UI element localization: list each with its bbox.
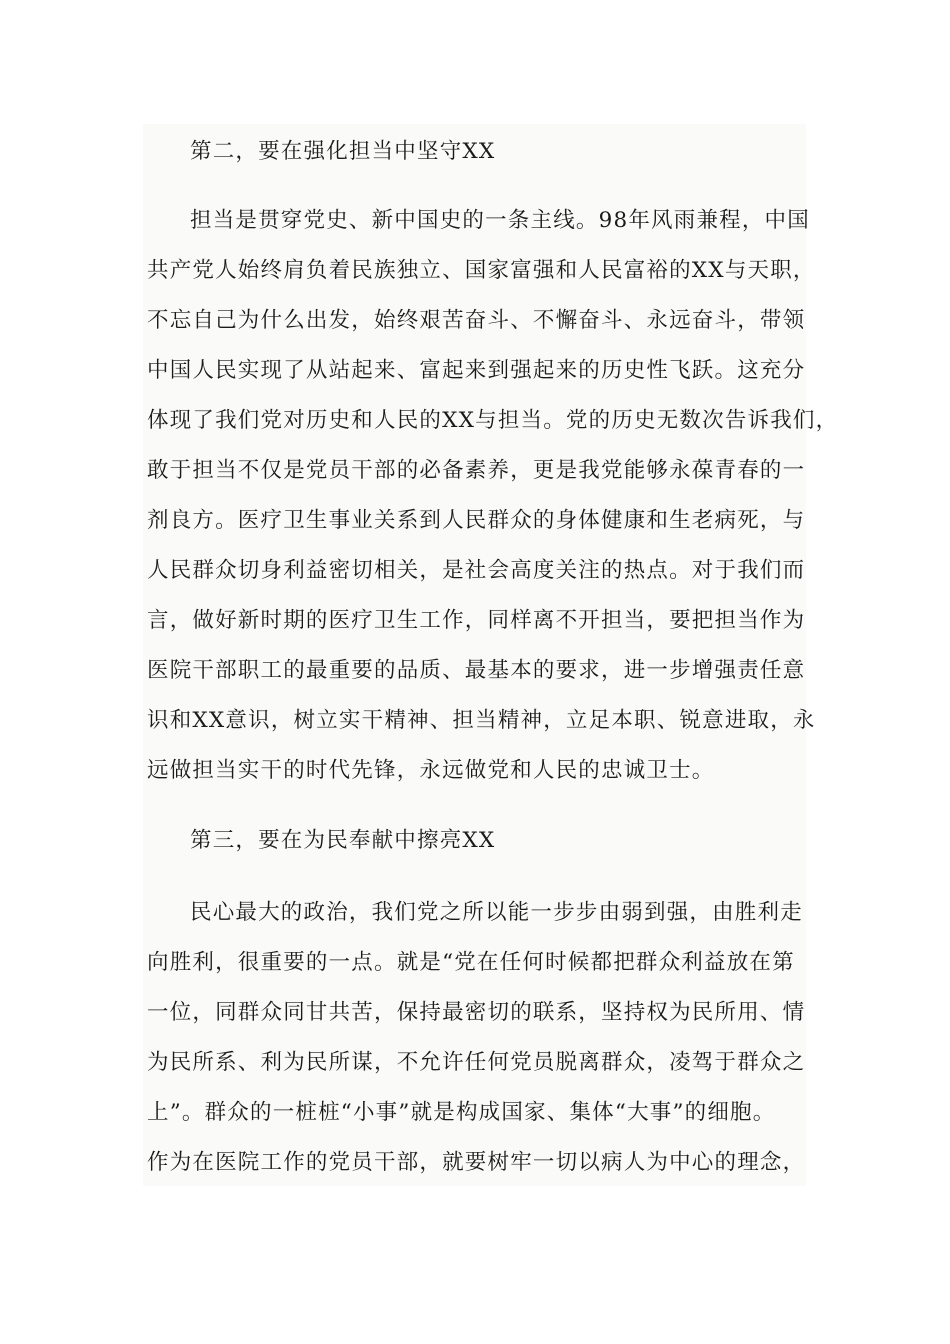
paragraph-line: 言，做好新时期的医疗卫生工作，同样离不开担当，要把担当作为 [147, 608, 806, 633]
paragraph-line: 剂良方。医疗卫生事业关系到人民群众的身体健康和生老病死，与 [147, 508, 806, 533]
section-heading-3: 第三，要在为民奉献中擦亮XX [190, 828, 496, 853]
paragraph-line: 上”。群众的一桩桩“小事”就是构成国家、集体“大事”的细胞。 [147, 1100, 776, 1125]
paragraph-line: 不忘自己为什么出发，始终艰苦奋斗、不懈奋斗、永远奋斗，带领 [147, 308, 806, 333]
paragraph-line: 担当是贯穿党史、新中国史的一条主线。98年风雨兼程，中国 [190, 208, 810, 233]
paragraph-line: 一位，同群众同甘共苦，保持最密切的联系，坚持权为民所用、情 [147, 1000, 806, 1025]
paragraph-line: 远做担当实干的时代先锋，永远做党和人民的忠诚卫士。 [147, 758, 715, 783]
paragraph-line: 人民群众切身利益密切相关，是社会高度关注的热点。对于我们而 [147, 558, 806, 583]
paragraph-line: 为民所系、利为民所谋，不允许任何党员脱离群众，凌驾于群众之 [147, 1050, 806, 1075]
paragraph-line: 中国人民实现了从站起来、富起来到强起来的历史性飞跃。这充分 [147, 358, 806, 383]
paragraph-line: 作为在医院工作的党员干部，就要树牢一切以病人为中心的理念， [147, 1150, 806, 1175]
paragraph-line: 向胜利，很重要的一点。就是“党在任何时候都把群众利益放在第 [147, 950, 795, 975]
section-heading-2: 第二，要在强化担当中坚守XX [190, 139, 496, 164]
paragraph-line: 民心最大的政治，我们党之所以能一步步由弱到强，由胜利走 [190, 900, 803, 925]
paragraph-line: 共产党人始终肩负着民族独立、国家富强和人民富裕的XX与天职， [147, 258, 816, 283]
paragraph-line: 敢于担当不仅是党员干部的必备素养，更是我党能够永葆青春的一 [147, 458, 806, 483]
paragraph-line: 体现了我们党对历史和人民的XX与担当。党的历史无数次告诉我们， [147, 408, 839, 433]
paragraph-line: 医院干部职工的最重要的品质、最基本的要求，进一步增强责任意 [147, 658, 806, 683]
paragraph-line: 识和XX意识，树立实干精神、担当精神，立足本职、锐意进取，永 [147, 708, 816, 733]
